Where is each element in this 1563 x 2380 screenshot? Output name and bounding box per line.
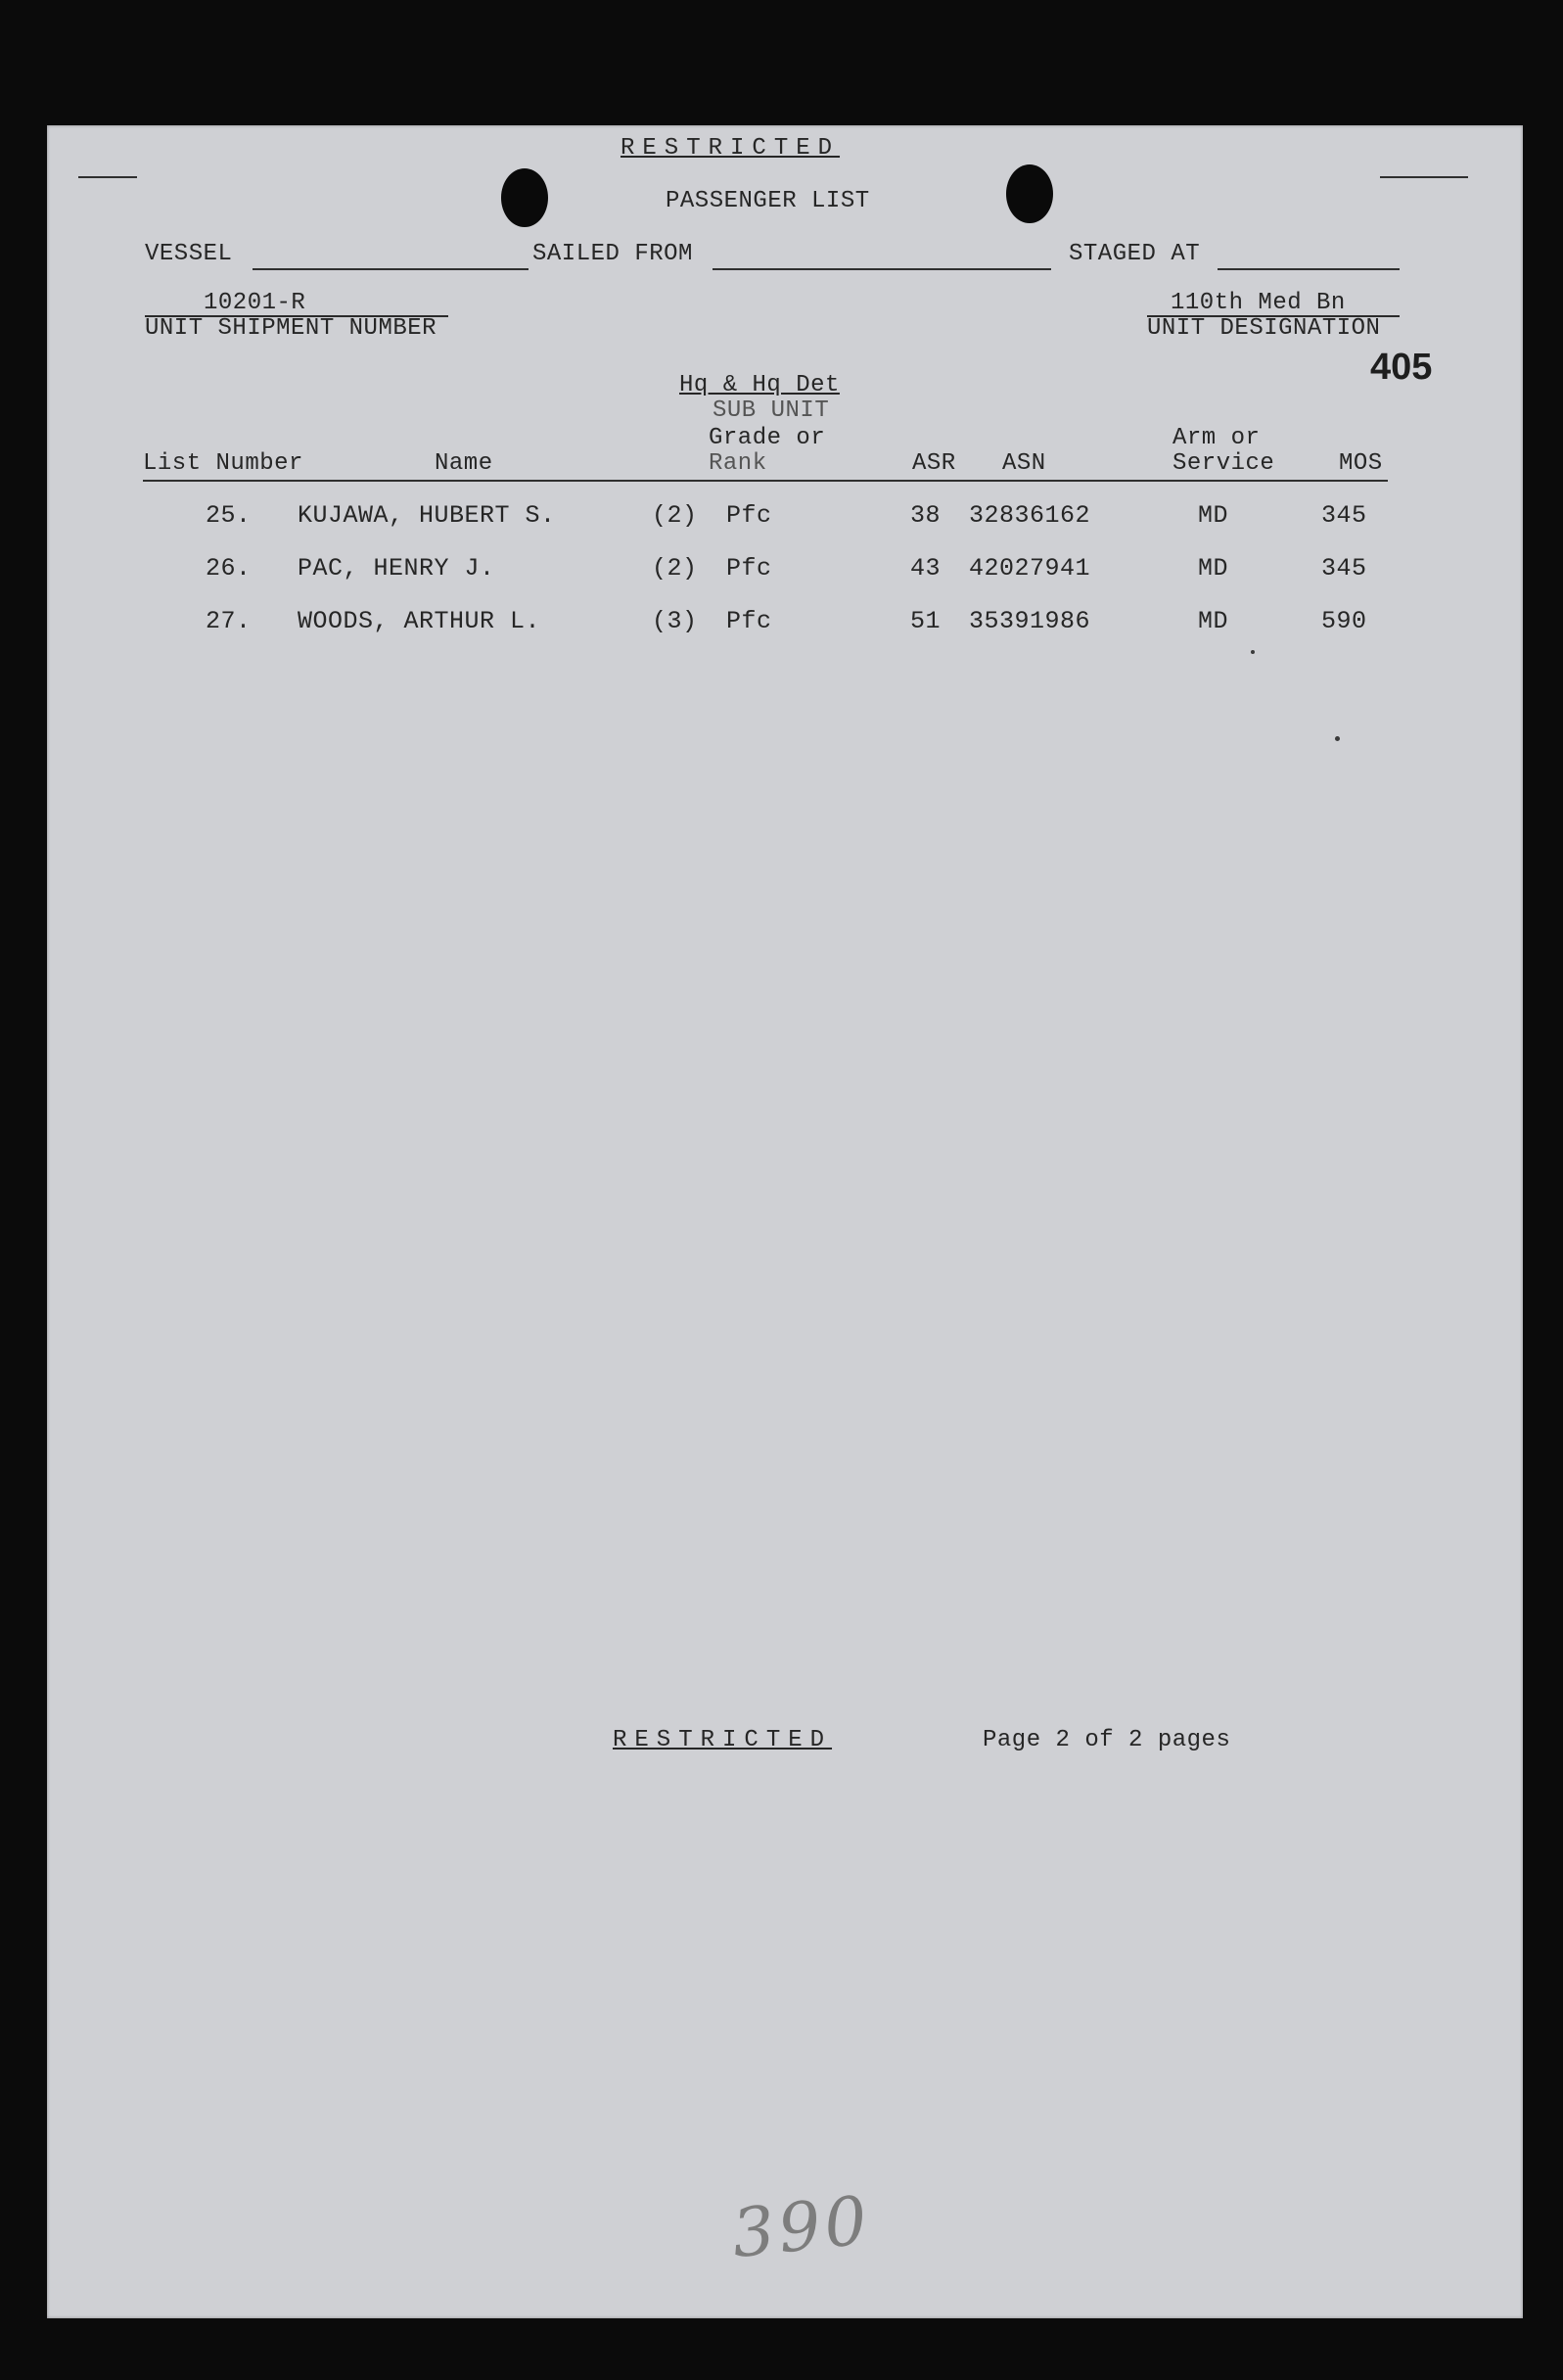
classification-header: RESTRICTED: [621, 135, 841, 162]
vessel-blank: [253, 268, 529, 270]
unit-designation-label: UNIT DESIGNATION: [1147, 315, 1381, 342]
page-indicator: Page 2 of 2 pages: [983, 1727, 1231, 1753]
col-grade-line1: Grade or: [709, 425, 826, 451]
punch-hole-right: [1006, 164, 1053, 223]
sailed-from-label: SAILED FROM: [532, 241, 693, 267]
col-name: Name: [435, 450, 493, 477]
col-arm-line2: Service: [1172, 450, 1275, 477]
handwritten-number: 390: [728, 2181, 875, 2274]
row-list-number: 25.: [206, 501, 252, 530]
row-arm: MD: [1198, 607, 1229, 635]
sub-unit-label: SUB UNIT: [713, 397, 830, 424]
row-arm: MD: [1198, 554, 1229, 583]
col-arm-line1: Arm or: [1172, 425, 1261, 451]
row-name: PAC, HENRY J.: [298, 554, 495, 583]
row-arm: MD: [1198, 501, 1229, 530]
corner-mark-right: [1380, 176, 1468, 178]
col-asn: ASN: [1002, 450, 1046, 477]
unit-designation-rule: [1147, 315, 1400, 317]
passenger-list-page: [47, 125, 1523, 2318]
corner-mark-left: [78, 176, 137, 178]
row-list-number: 26.: [206, 554, 252, 583]
row-rank: Pfc: [726, 554, 772, 583]
row-asn: 35391986: [969, 607, 1091, 635]
ink-speck: [1251, 650, 1255, 654]
row-mos: 345: [1321, 501, 1367, 530]
unit-shipment-number: 10201-R: [204, 290, 306, 316]
row-code: (2): [652, 554, 698, 583]
unit-shipment-number-label: UNIT SHIPMENT NUMBER: [145, 315, 437, 342]
row-code: (2): [652, 501, 698, 530]
staged-at-label: STAGED AT: [1069, 241, 1201, 267]
vessel-label: VESSEL: [145, 241, 233, 267]
header-rule: [143, 480, 1388, 482]
col-list-number: List Number: [143, 450, 303, 477]
document-title: PASSENGER LIST: [666, 188, 870, 214]
row-asn: 42027941: [969, 554, 1091, 583]
sub-unit: Hq & Hq Det: [679, 372, 840, 398]
row-rank: Pfc: [726, 501, 772, 530]
row-asr: 51: [910, 607, 942, 635]
row-mos: 590: [1321, 607, 1367, 635]
row-list-number: 27.: [206, 607, 252, 635]
col-mos: MOS: [1339, 450, 1383, 477]
col-asr: ASR: [912, 450, 956, 477]
row-asr: 38: [910, 501, 942, 530]
row-asn: 32836162: [969, 501, 1091, 530]
unit-shipment-number-rule: [145, 315, 448, 317]
unit-designation: 110th Med Bn: [1171, 290, 1346, 316]
col-grade-line2: Rank: [709, 450, 767, 477]
staged-at-blank: [1218, 268, 1400, 270]
sailed-from-blank: [713, 268, 1051, 270]
row-code: (3): [652, 607, 698, 635]
classification-footer: RESTRICTED: [613, 1727, 833, 1753]
row-mos: 345: [1321, 554, 1367, 583]
row-asr: 43: [910, 554, 942, 583]
stamp-number: 405: [1370, 347, 1433, 388]
punch-hole-left: [501, 168, 548, 227]
row-name: KUJAWA, HUBERT S.: [298, 501, 556, 530]
ink-speck: [1335, 736, 1340, 741]
row-name: WOODS, ARTHUR L.: [298, 607, 541, 635]
row-rank: Pfc: [726, 607, 772, 635]
